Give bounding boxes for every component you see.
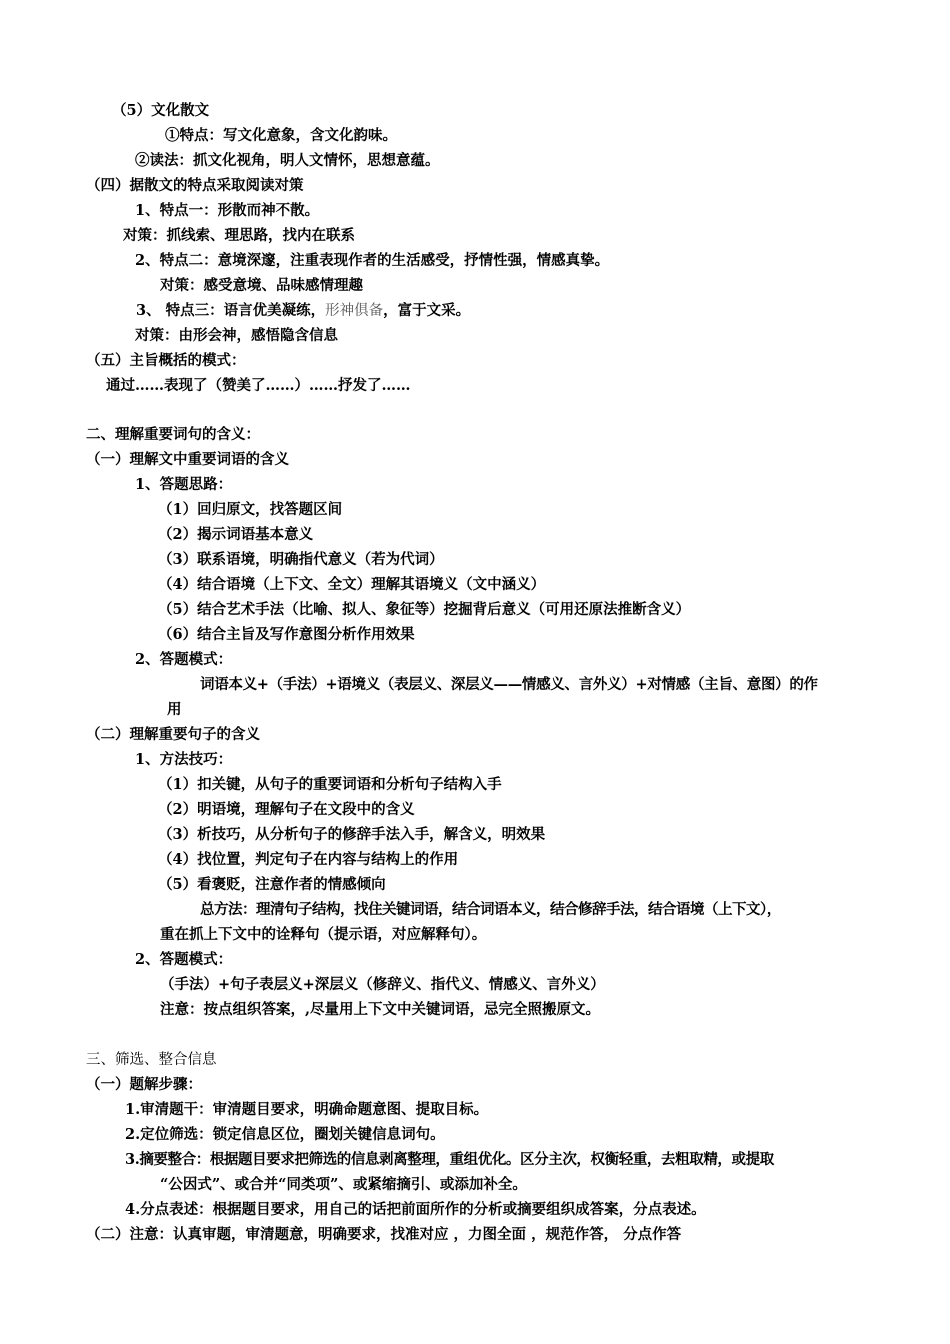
list-item: ①特点：写文化意象，含文化韵味。 [165,127,397,144]
section-heading: （5）文化散文 [112,102,210,119]
list-item: 2、答题模式： [135,651,233,668]
list-item: 对策：感受意境、品味感情理趣 [160,277,363,294]
list-item: 2、特点二：意境深邃，注重表现作者的生活感受，抒情性强，情感真挚。 [135,252,610,269]
section-heading: （一）题解步骤： [86,1076,202,1093]
list-item: 4.分点表述：根据题目要求，用自己的话把前面所作的分析或摘要组织成答案，分点表述。 [125,1201,706,1218]
list-item: （6）结合主旨及写作意图分析作用效果 [158,626,415,643]
paragraph: 注意：按点组织答案，,尽量用上下文中关键词语，忌完全照搬原文。 [160,1001,601,1018]
section-heading: 三、筛选、整合信息 [86,1052,217,1068]
list-item: 2.定位筛选：锁定信息区位，圈划关键信息词句。 [125,1126,445,1143]
list-item: 对策：抓线索、理思路，找内在联系 [123,227,355,244]
list-item: （1）扣关键，从句子的重要词语和分析句子结构入手 [158,776,502,793]
section-heading: （一）理解文中重要词语的含义 [86,451,289,468]
list-item: （1）回归原文，找答题区间 [158,501,343,518]
list-item: （3）析技巧，从分析句子的修辞手法入手，解含义，明效果 [158,826,546,843]
list-item: 1、特点一：形散而神不散。 [135,202,320,219]
list-item: （5）看褒贬，注意作者的情感倾向 [158,876,386,893]
paragraph: 词语本义+（手法）+语境义（表层义、深层义——情感义、言外义）+对情感（主旨、意图）的作 [200,676,818,693]
paragraph: 重在抓上下文中的诠释句（提示语，对应解释句）。 [160,926,487,943]
list-item: 1、答题思路： [135,476,233,493]
section-heading: （四）据散文的特点采取阅读对策 [86,177,304,194]
text-segment: 3、 特点三：语言优美凝练， [136,302,326,319]
list-item: 3.摘要整合：根据题目要求把筛选的信息剥离整理，重组优化。区分主次，权衡轻重，去粗取精，或提取 [125,1151,774,1168]
paragraph: （手法）+句子表层义+深层义（修辞义、指代义、情感义、言外义） [160,976,605,993]
list-item: 1、方法技巧： [135,751,233,768]
list-item: 对策：由形会神，感悟隐含信息 [135,327,338,344]
paragraph: “公因式”、或合并“同类项”、或紧缩摘引、或添加补全。 [160,1176,527,1193]
list-item: （3）联系语境，明确指代意义（若为代词） [158,551,444,568]
list-item [136,301,470,321]
paragraph: 用 [167,701,182,718]
list-item: （4）找位置，判定句子在内容与结构上的作用 [158,851,459,868]
text-segment: 形神俱备 [325,303,384,319]
section-heading: （二）理解重要句子的含义 [86,726,260,743]
paragraph: 通过……表现了（赞美了……）……抒发了…… [106,377,411,394]
list-item: （5）结合艺术手法（比喻、拟人、象征等）挖掘背后意义（可用还原法推断含义） [158,601,691,618]
list-item: ②读法：抓文化视角，明人文情怀，思想意蕴。 [135,152,440,169]
paragraph: 总方法：理清句子结构，找住关键词语，结合词语本义，结合修辞手法，结合语境（上下文）， [200,901,781,918]
section-heading: 二、理解重要词句的含义： [86,426,260,443]
list-item: （2）揭示词语基本意义 [158,526,314,543]
section-heading: （五）主旨概括的模式： [86,352,246,369]
text-segment: ，富于文采。 [383,302,471,319]
list-item: （4）结合语境（上下文、全文）理解其语境义（文中涵义） [158,576,546,593]
list-item: 1.审清题干：审清题目要求，明确命题意图、提取目标。 [125,1101,489,1118]
paragraph: （二）注意：认真审题，审清题意，明确要求，找准对应 ，力图全面 ，规范作答， 分点作答 [86,1226,682,1243]
list-item: 2、答题模式： [135,951,233,968]
list-item: （2）明语境，理解句子在文段中的含义 [158,801,415,818]
